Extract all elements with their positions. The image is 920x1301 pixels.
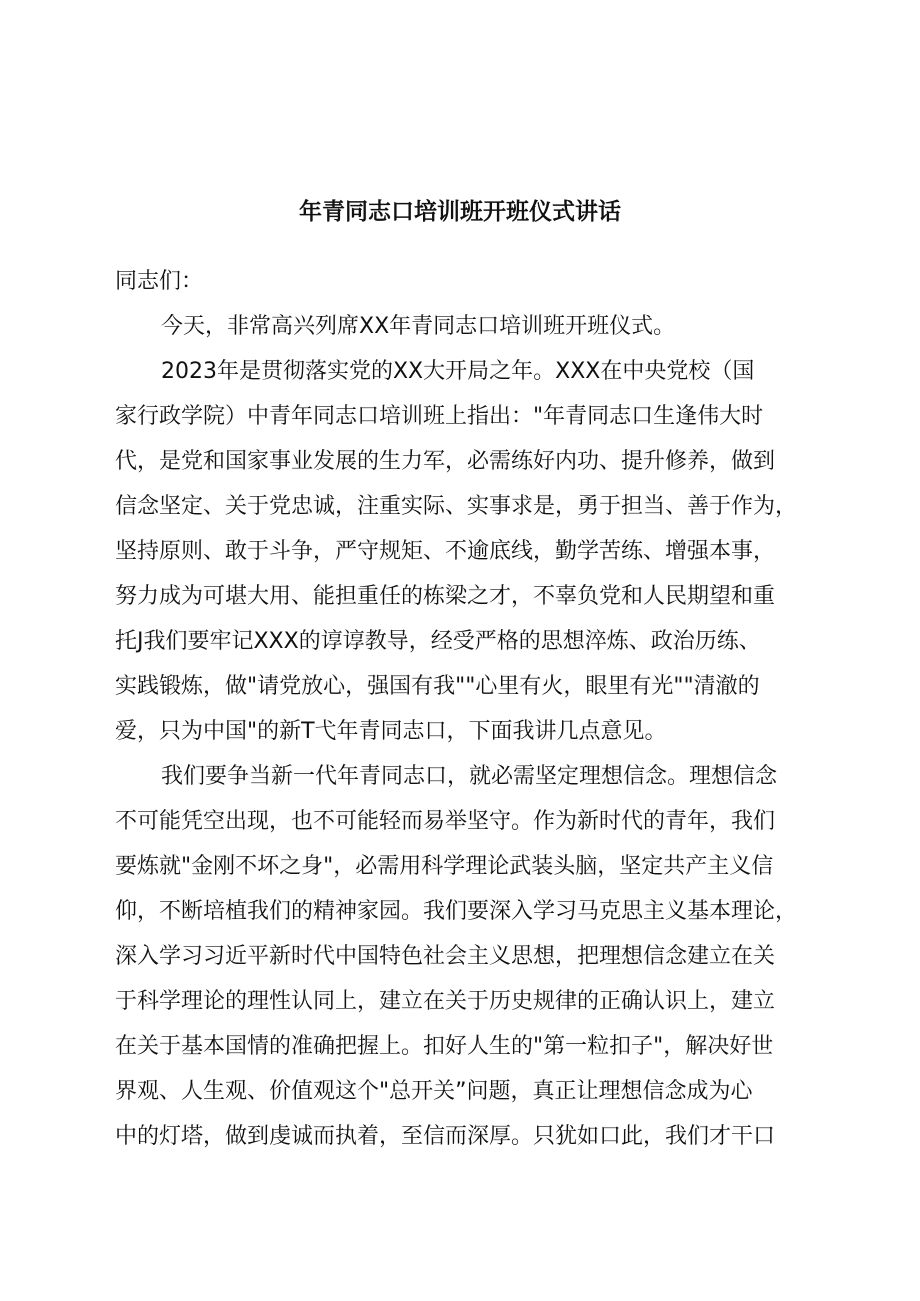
paragraph-line: 信念坚定、关于党忠诚，注重实际、实事求是，勇于担当、善于作为， [115, 494, 798, 519]
paragraph-line: 代，是党和国家事业发展的生力军，必需练好内功、提升修养，做到 [115, 449, 776, 474]
paragraph-line: 2023年是贯彻落实党的XX大开局之年。XXX在中央党校（国 [161, 359, 755, 384]
paragraph-line: 今天，非常高兴列席XX年青同志口培训班开班仪式。 [161, 314, 676, 339]
paragraph-line: 不可能凭空出现，也不可能轻而易举坚守。作为新时代的青年，我们 [115, 809, 776, 834]
paragraph-line: 界观、人生观、价值观这个"总开关”问题，真正让理想信念成为心 [115, 1079, 753, 1104]
paragraph-line: 坚持原则、敢于斗争，严守规矩、不逾底线，勤学苦练、增强本事， [115, 539, 776, 564]
paragraph-line: 深入学习习近平新时代中国特色社会主义思想，把理想信念建立在关 [115, 944, 776, 969]
paragraph-line: 我们要争当新一代年青同志口，就必需坚定理想信念。理想信念 [161, 764, 778, 789]
salutation: 同志们： [115, 269, 204, 294]
paragraph-line: 在关于基本国情的准确把握上。扣好人生的"第一粒扣子"，解决好世 [115, 1034, 774, 1059]
paragraph-line: 托J我们要牢记XXX的谆谆教导，经受严格的思想淬炼、政治历练、 [115, 629, 761, 654]
paragraph-line: 实践锻炼，做"请党放心，强国有我""心里有火，眼里有光""清澈的 [115, 674, 760, 699]
paragraph-line: 仰，不断培植我们的精神家园。我们要深入学习马克思主义基本理论， [115, 899, 798, 924]
paragraph-line: 中的灯塔，做到虔诚而执着，至信而深厚。只犹如口此，我们才干口 [115, 1124, 776, 1149]
document-title: 年青同志口培训班开班仪式讲话 [299, 199, 621, 225]
paragraph-line: 爱，只为中国"的新T弋年青同志口，下面我讲几点意见。 [115, 719, 667, 744]
paragraph-line: 家行政学院）中青年同志口培训班上指出："年青同志口生逢伟大时 [115, 404, 764, 429]
paragraph-line: 要炼就"金刚不坏之身"，必需用科学理论武装头脑，坚定共产主义信 [115, 854, 774, 879]
paragraph-line: 于科学理论的理性认同上，建立在关于历史规律的正确认识上，建立 [115, 989, 776, 1014]
paragraph-line: 努力成为可堪大用、能担重任的栋梁之才，不辜负党和人民期望和重 [115, 584, 776, 609]
